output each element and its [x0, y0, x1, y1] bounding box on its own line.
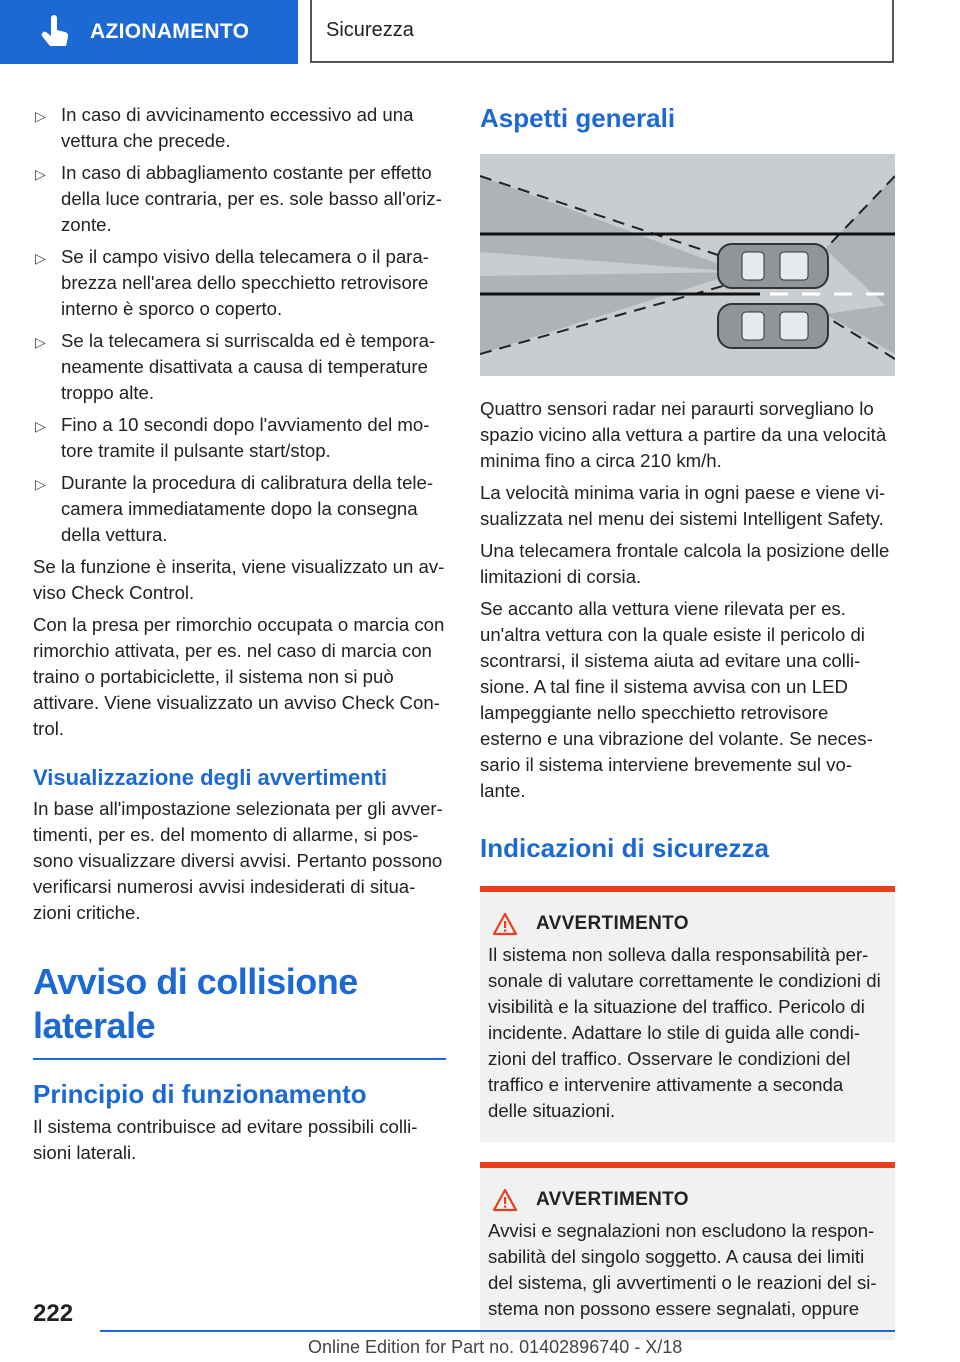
right-column [480, 102, 895, 1360]
paragraph: Una telecamera frontale calcola la posizione delle limitazioni di corsia. [480, 540, 890, 587]
breadcrumb [310, 0, 894, 63]
list-item: ▷ Se il campo visivo della telecamera o il para-brezza nell'area dello specchietto retrovisore interno è sporco o coperto. [35, 246, 429, 319]
warning-triangle-icon [492, 912, 518, 936]
condition-list [33, 102, 446, 548]
warning-header [488, 912, 887, 936]
warning-text: Avvisi e segnalazioni non escludono la respon-sabilità del singolo soggetto. A causa dei limiti del sistema, gli avvertimenti o le reazioni del si-stema non possono essere segnalati, oppure [488, 1220, 877, 1319]
warning-box [480, 1162, 895, 1340]
edition-note: Online Edition for Part no. 01402896740 - X/18 [308, 1337, 683, 1357]
paragraph: Quattro sensori radar nei paraurti sorvegliano lo spazio vicino alla vettura a partire da una velocità minima fino a circa 210 km/h. [480, 398, 887, 471]
radar-coverage-illustration [480, 154, 895, 376]
subheading-principle: Principio di funzionamento [33, 1079, 367, 1109]
paragraph: Con la presa per rimorchio occupata o marcia con rimorchio attivata, per es. nel caso di marcia con traino o portabiciclette, il sistema non si può attivare. Viene visualizzato un avviso Check Con-trol. [33, 614, 445, 739]
list-item: ▷ Fino a 10 secondi dopo l'avviamento del mo-tore tramite il pulsante start/stop. [35, 414, 430, 461]
subheading-general: Aspetti generali [480, 103, 676, 133]
paragraph: Se accanto alla vettura viene rilevata per es. un'altra vettura con la quale esiste il pericolo di scontrarsi, il sistema aiuta ad evitare una colli-sione. A tal fine il sistema avvisa con un LED lampeggiante nello specchietto retrovisore esterno e una vibrazione del volante. Se neces-sario il sistema interviene brevemente sul vo-lante. [480, 598, 873, 801]
warning-title: AVVERTIMENTO [536, 913, 689, 934]
triangle-bullet-icon: ▷ [35, 418, 46, 434]
warning-title: AVVERTIMENTO [536, 1189, 689, 1210]
left-column [33, 102, 446, 1172]
footer-divider [100, 1330, 895, 1332]
list-item: ▷ In caso di abbagliamento costante per effetto della luce contraria, per es. sole basso all'oriz-zonte. [35, 162, 442, 235]
warning-box [480, 886, 895, 1142]
paragraph: Se la funzione è inserita, viene visualizzato un av-viso Check Control. [33, 556, 445, 603]
page-number: 222 [33, 1300, 74, 1327]
paragraph: Il sistema contribuisce ad evitare possibili colli-sioni laterali. [33, 1116, 418, 1163]
section-tab-label: AZIONAMENTO [90, 20, 250, 43]
section-divider [33, 1058, 446, 1060]
triangle-bullet-icon: ▷ [35, 476, 46, 492]
subheading-warnings: Visualizzazione degli avvertimenti [33, 765, 388, 790]
section-title: Avviso di collisione laterale [33, 961, 358, 1046]
list-item: ▷ Se la telecamera si surriscalda ed è tempora-neamente disattivata a causa di temperature troppo alte. [35, 330, 436, 403]
warning-header [488, 1188, 887, 1212]
triangle-bullet-icon: ▷ [35, 108, 46, 124]
triangle-bullet-icon: ▷ [35, 250, 46, 266]
list-item: ▷ Durante la procedura di calibratura della tele-camera immediatamente dopo la consegna della vettura. [35, 472, 434, 545]
subheading-safety: Indicazioni di sicurezza [480, 833, 769, 863]
warning-text: Il sistema non solleva dalla responsabilità per-sonale di valutare correttamente le condizioni di visibilità e la situazione del traffico. Pericolo di incidente. Adattare lo stile di guida alle condi-zioni del traffico. Osservare le condizioni del traffico e intervenire attivamente a seconda delle situazioni. [488, 944, 881, 1121]
section-tab[interactable] [0, 0, 298, 64]
triangle-bullet-icon: ▷ [35, 334, 46, 350]
hand-pointer-icon [34, 12, 74, 52]
paragraph: La velocità minima varia in ogni paese e viene vi-sualizzata nel menu dei sistemi Intelligent Safety. [480, 482, 886, 529]
list-item: ▷ In caso di avvicinamento eccessivo ad una vettura che precede. [35, 104, 414, 151]
triangle-bullet-icon: ▷ [35, 166, 46, 182]
breadcrumb-label: Sicurezza [326, 19, 414, 41]
paragraph: In base all'impostazione selezionata per gli avver-timenti, per es. del momento di allarme, si pos-sono visualizzare diversi avvisi. Pertanto possono verificarsi numerosi avvisi indesiderati di situa-zioni critiche. [33, 798, 443, 923]
warning-triangle-icon [492, 1188, 518, 1212]
